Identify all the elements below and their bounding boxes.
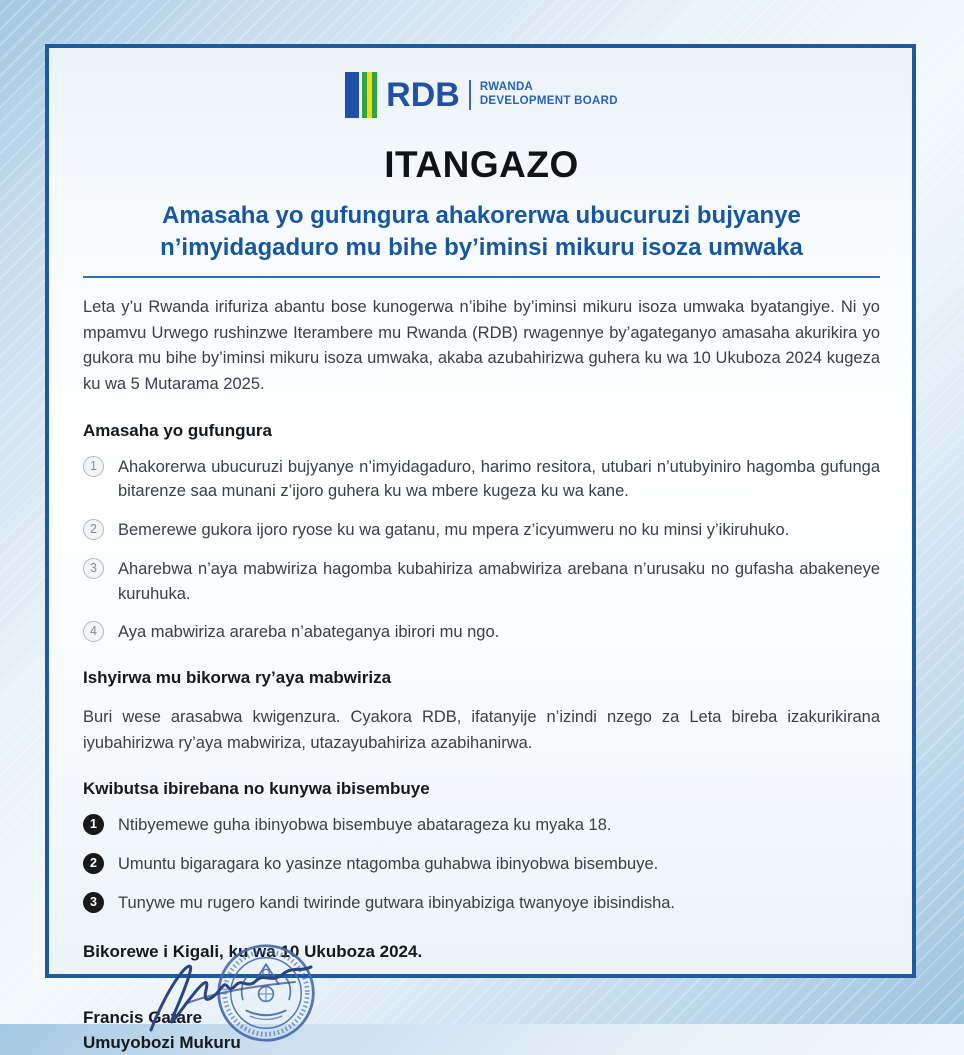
page-subtitle: Amasaha yo gufungura ahakorerwa ubucuruzi bujyanye n’imyidagaduro mu bihe by’iminsi mikuru isoza umwaka [160, 202, 803, 261]
page-title: ITANGAZO [384, 144, 579, 185]
signatory-name: Francis Gatare [83, 1008, 203, 1028]
list-item [83, 620, 880, 645]
section-heading-enforcement: Ishyirwa mu bikorwa ry’aya mabwiriza [83, 668, 392, 688]
item-number-badge: 1 [83, 456, 104, 477]
item-text: Aharebwa n’aya mabwiriza hagomba kubahiriza amabwiriza arebana n’urusaku no gufasha abakeneye kuruhuka. [118, 559, 880, 603]
section-heading-opening-hours: Amasaha yo gufungura [83, 420, 272, 440]
document-content [49, 48, 912, 1055]
list-item [83, 813, 880, 838]
place-date-line: Bikorewe i Kigali, ku wa 10 Ukuboza 2024. [83, 942, 423, 962]
list-item [83, 518, 880, 543]
logo-org-line1: RWANDA [479, 81, 534, 94]
signatory-title: Umuyobozi Mukuru [83, 1032, 241, 1052]
logo-org-line2: DEVELOPMENT BOARD [479, 95, 618, 107]
item-text: Umuntu bigaragara ko yasinze ntagomba guhabwa ibinyobwa bisembuye. [118, 854, 659, 873]
item-number-badge: 3 [83, 558, 104, 579]
logo-bar-blue [345, 72, 359, 118]
item-number-badge: 4 [83, 621, 104, 642]
item-text: Aya mabwiriza arareba n’abateganya ibirori mu ngo. [118, 623, 500, 642]
intro-paragraph: Leta y’u Rwanda irifuriza abantu bose kunogerwa n’ibihe by’iminsi mikuru isoza umwaka byatangiye. Ni yo mpamvu Urwego rushinzwe Iterambere mu Rwanda (RDB) rwagennye by’agateganyo amasaha akurikira yo gukora mu bihe by’iminsi mikuru isoza umwaka, akaba azubahirizwa guhera ku wa 10 Ukuboza 2024 kugeza ku wa 5 Mutarama 2025. [83, 298, 880, 394]
item-number-badge: 1 [83, 814, 104, 835]
item-text: Bemerewe gukora ijoro ryose ku wa gatanu, mu mpera z’icyumweru no ku minsi y’ikiruhuko. [118, 521, 790, 540]
enforcement-paragraph: Buri wese arasabwa kwigenzura. Cyakora RDB, ifatanyije n’izindi nzego za Leta bireba izakurikirana iyubahirizwa ry’aya mabwiriza, utazayubahiriza azabihanirwa. [83, 708, 880, 752]
logo-acronym: RDB [386, 76, 460, 114]
logo-separator [469, 80, 471, 110]
list-item [83, 891, 880, 916]
list-item [83, 455, 880, 505]
section-heading-alcohol: Kwibutsa ibirebana no kunywa ibisembuye [83, 779, 430, 799]
title-divider [83, 276, 880, 278]
footer [83, 942, 880, 1054]
logo-org-name [480, 81, 618, 109]
logo-flag-bars-icon [345, 72, 377, 118]
item-number-badge: 3 [83, 892, 104, 913]
item-number-badge: 2 [83, 853, 104, 874]
list-item [83, 557, 880, 607]
opening-hours-list [83, 455, 880, 646]
logo-bar-green [372, 72, 377, 118]
alcohol-list [83, 813, 880, 915]
item-text: Ahakorerwa ubucuruzi bujyanye n’imyidagaduro, harimo resitora, utubari n’utubyiniro hagomba gufunga bitarenze saa munani z’ijoro guhera ku wa mbere kugeza ku wa kane. [118, 457, 880, 501]
list-item [83, 852, 880, 877]
item-text: Tunywe mu rugero kandi twirinde gutwara ibinyabiziga twanyoye ibisindisha. [118, 893, 676, 912]
item-text: Ntibyemewe guha ibinyobwa bisembuye abatarageza ku myaka 18. [118, 816, 612, 835]
document-card [45, 44, 916, 1052]
rdb-logo [83, 72, 880, 118]
signature [145, 952, 327, 1040]
item-number-badge: 2 [83, 519, 104, 540]
